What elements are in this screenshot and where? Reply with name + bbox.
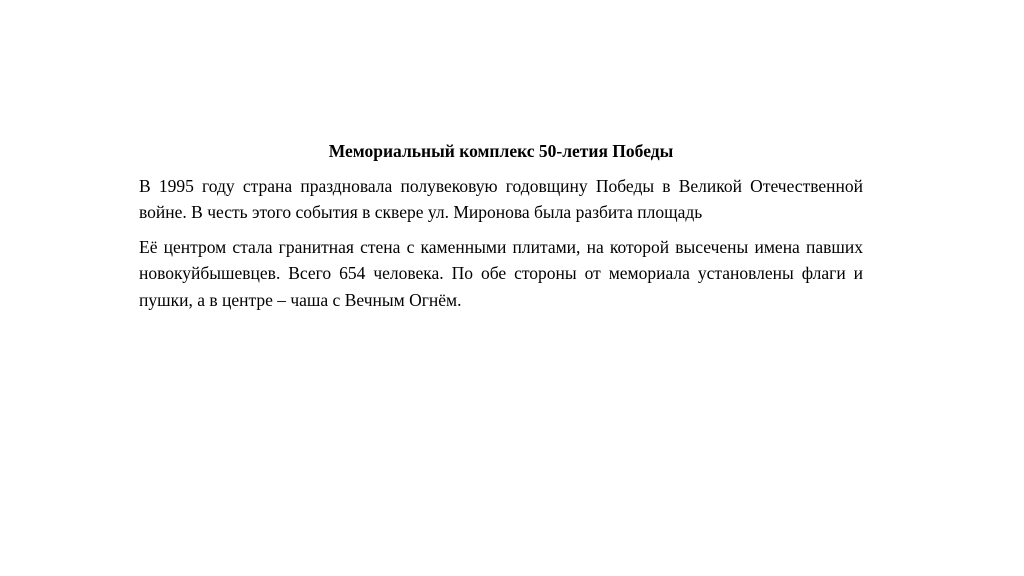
paragraph: Её центром стала гранитная стена с каменными плитами, на которой высечены имена павших новокуйбышевцев. Всего 654 человека. По обе стороны от мемориала установлены флаги и пушки, а в центре – чаша с Вечным Огнём. <box>139 236 863 310</box>
paragraph: В 1995 году страна праздновала полувековую годовщину Победы в Великой Отечественной войне. В честь этого события в сквере ул. Миронова была разбита площадь <box>139 175 863 222</box>
document-body <box>139 138 863 321</box>
document-title: Мемориальный комплекс 50-летия Победы <box>328 141 674 161</box>
